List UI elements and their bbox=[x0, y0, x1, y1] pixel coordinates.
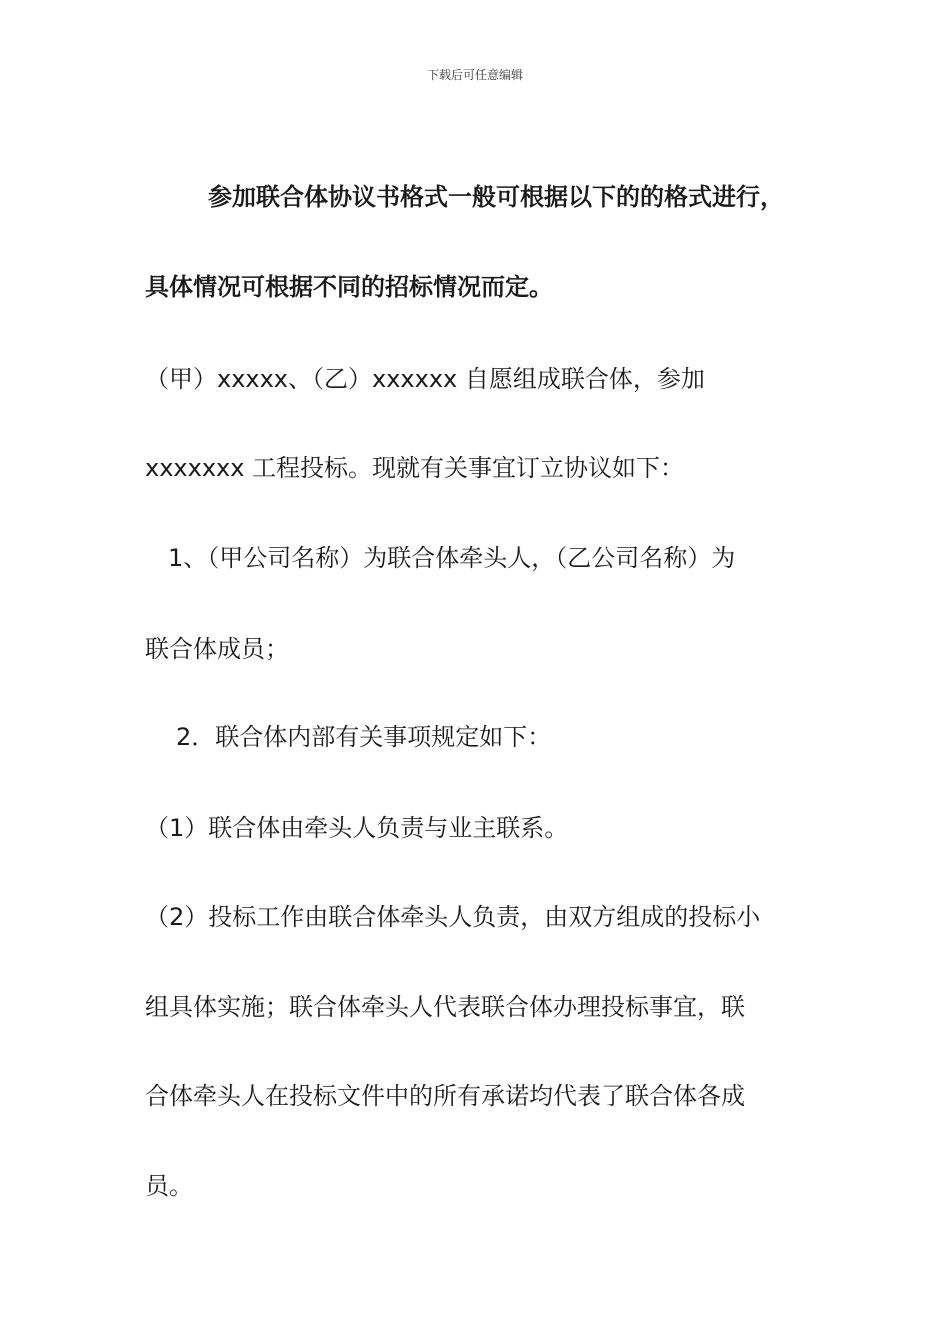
sub-item-2-line-4: 员。 bbox=[145, 1172, 193, 1200]
sub-item-2-line-1: （2）投标工作由联合体牵头人负责，由双方组成的投标小 bbox=[145, 903, 761, 931]
item-2: 2．联合体内部有关事项规定如下： bbox=[176, 723, 552, 751]
intro-line-2: 具体情况可根据不同的招标情况而定。 bbox=[145, 273, 553, 301]
item-1-line-1: 1、（甲公司名称）为联合体牵头人，（乙公司名称）为 bbox=[168, 544, 736, 572]
sub-item-1: （1）联合体由牵头人负责与业主联系。 bbox=[145, 814, 569, 842]
sub-item-2-line-2: 组具体实施；联合体牵头人代表联合体办理投标事宜，联 bbox=[145, 993, 745, 1021]
paragraph-1-line-2: xxxxxxx 工程投标。现就有关事宜订立协议如下： bbox=[145, 454, 685, 482]
item-1-line-2: 联合体成员； bbox=[145, 635, 289, 663]
header-note: 下载后可任意编辑 bbox=[426, 68, 523, 82]
intro-line-1: 参加联合体协议书格式一般可根据以下的的格式进行， bbox=[208, 183, 784, 211]
sub-item-2-line-3: 合体牵头人在投标文件中的所有承诺均代表了联合体各成 bbox=[145, 1082, 745, 1110]
paragraph-1-line-1: （甲）xxxxx、（乙）xxxxxx 自愿组成联合体，参加 bbox=[145, 365, 705, 393]
